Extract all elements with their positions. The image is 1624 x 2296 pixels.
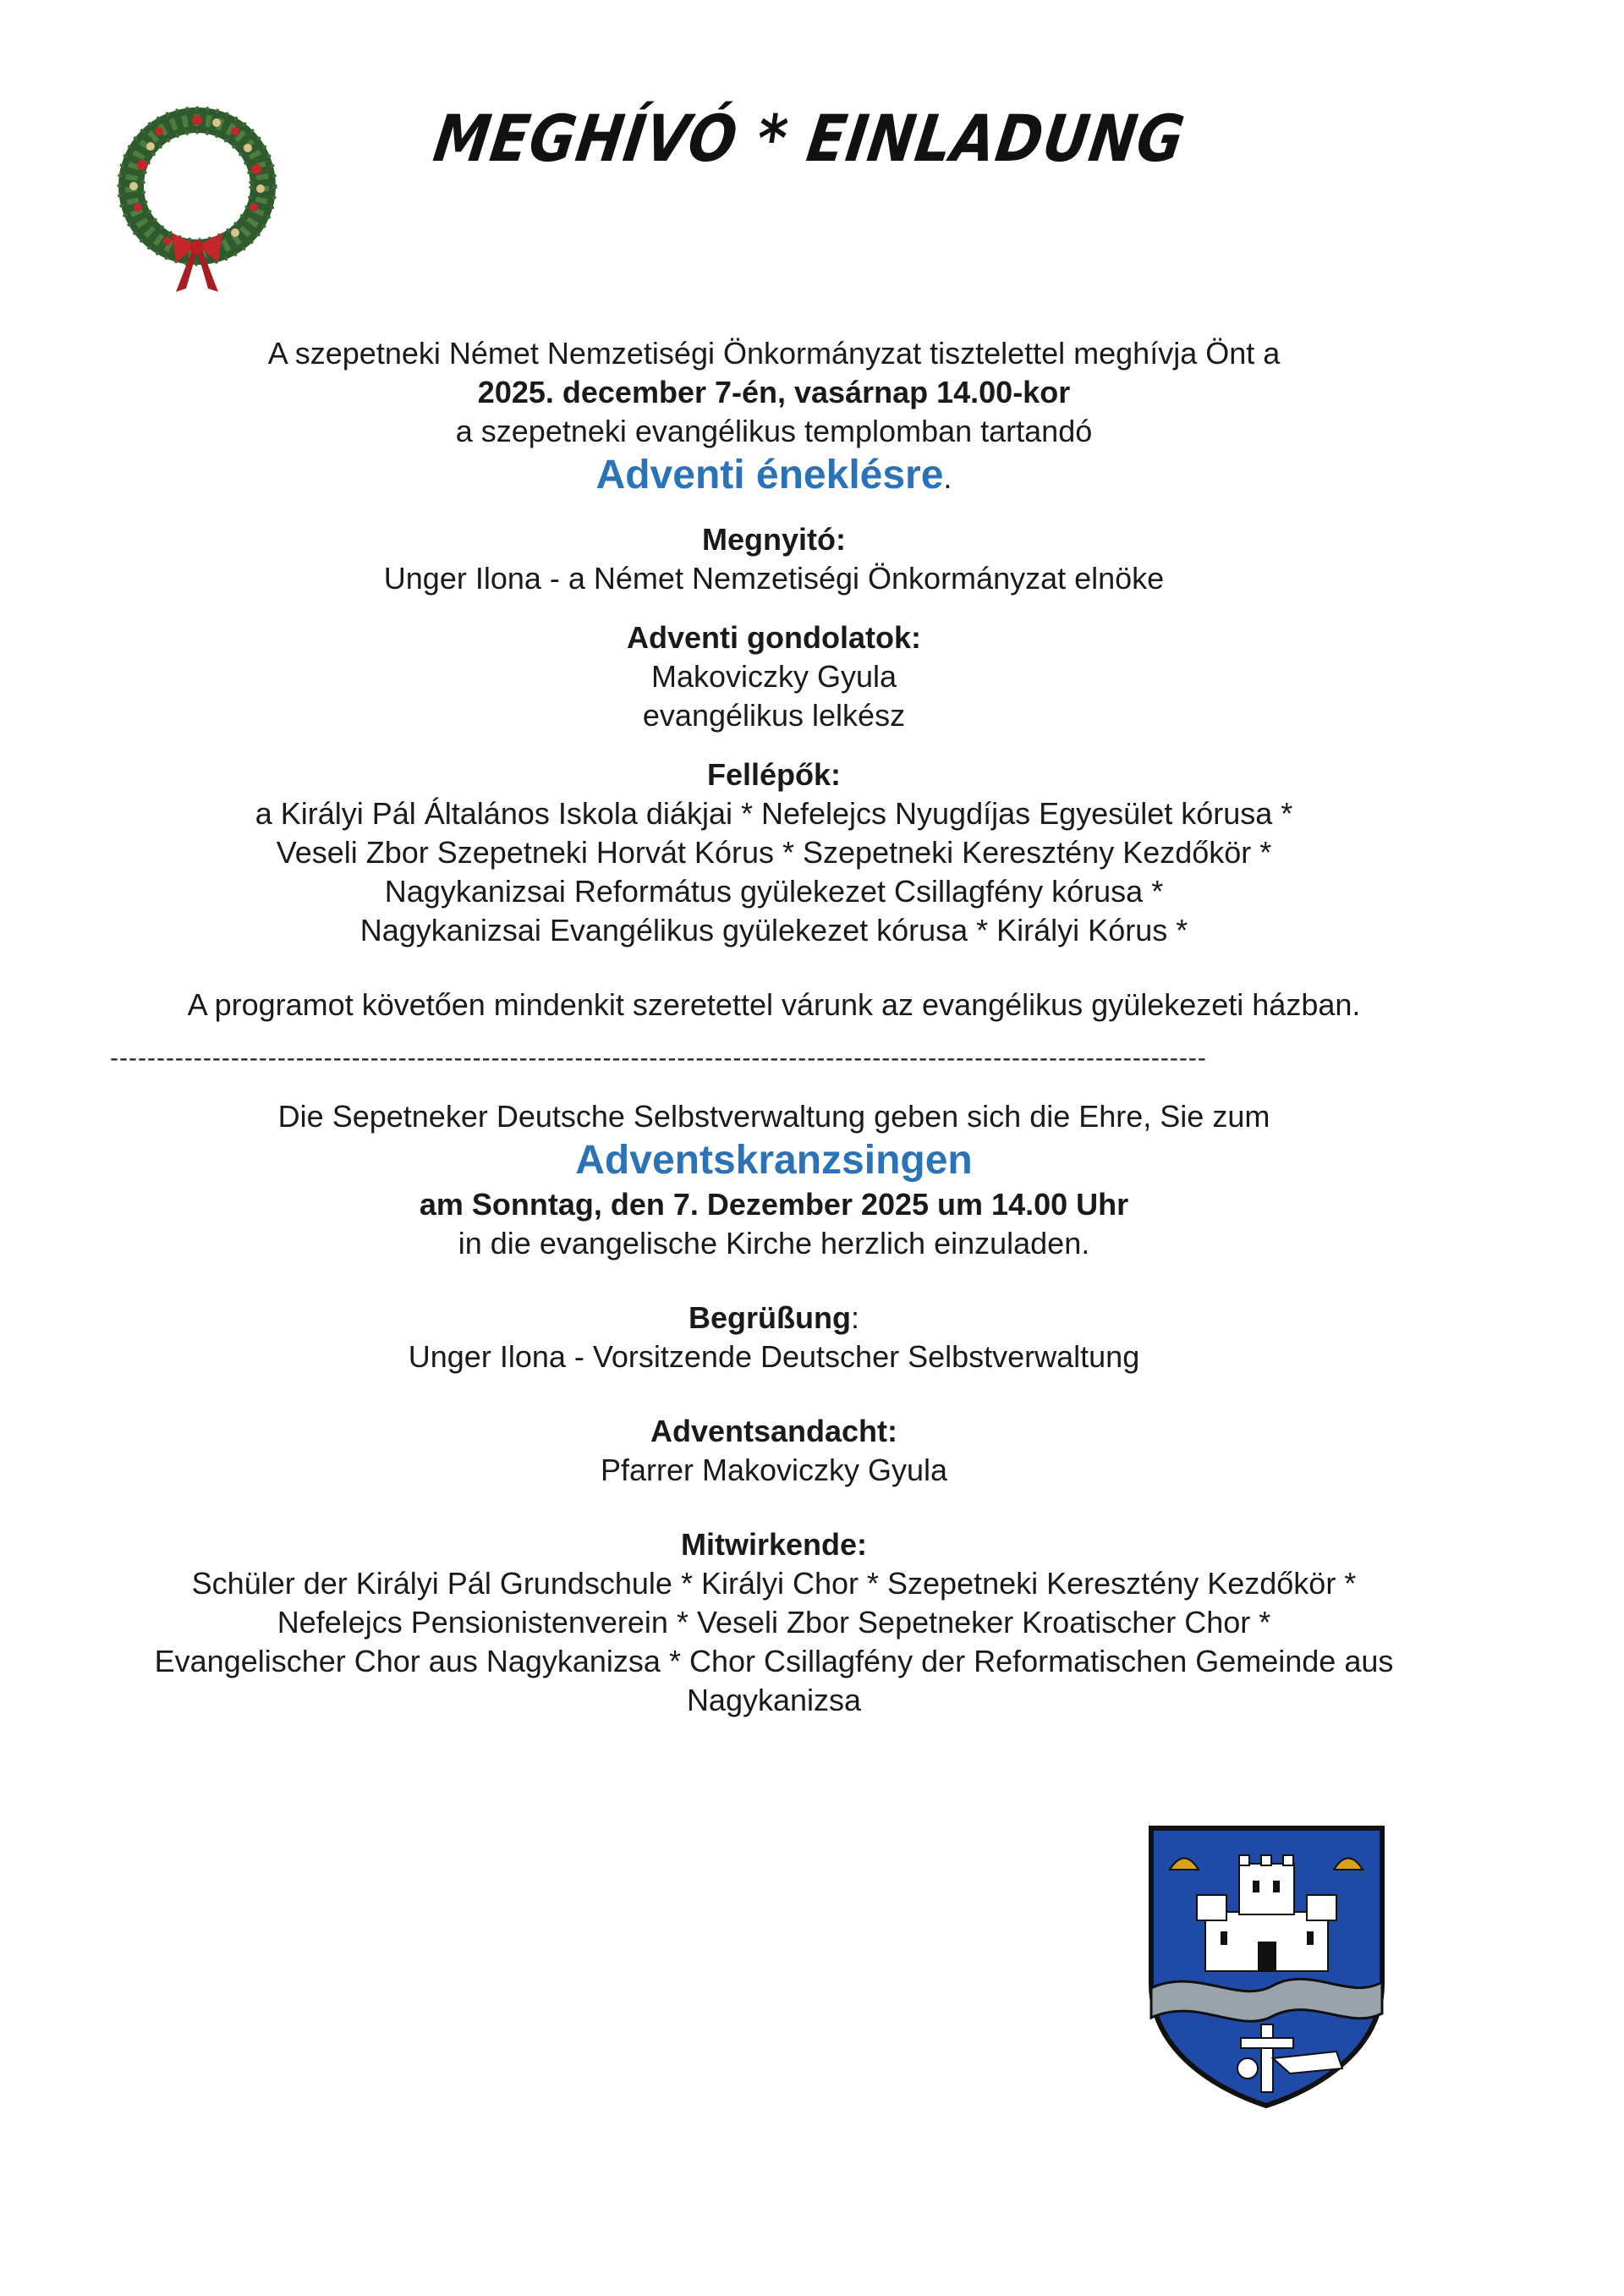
de-place: in die evangelische Kirche herzlich einzuladen.: [458, 1226, 1090, 1261]
hu-event-title: Adventi éneklésre: [595, 453, 944, 497]
hu-thoughts-name: Makoviczky Gyula: [650, 659, 897, 694]
hu-performer-line: a Királyi Pál Általános Iskola diákjai * Nefelejcs Nyugdíjas Egyesület kórusa *: [255, 796, 1293, 831]
hu-opening-text: Unger Ilona - a Német Nemzetiségi Önkormányzat elnöke: [383, 561, 1165, 596]
de-participants-label: Mitwirkende:: [680, 1527, 868, 1562]
hu-event-line: [0, 451, 1548, 500]
hu-performer-line: Nagykanizsai Evangélikus gyülekezet kórusa * Királyi Kórus *: [359, 913, 1188, 948]
de-greeting-colon: :: [850, 1300, 859, 1335]
hu-closing: A programot követően mindenkit szeretettel várunk az evangélikus gyülekezeti házban.: [187, 987, 1361, 1022]
de-participant-line: Nefelejcs Pensionistenverein * Veseli Zbor Sepetneker Kroatischer Chor *: [277, 1605, 1271, 1640]
de-event-title: Adventskranzsingen: [575, 1138, 973, 1183]
section-divider: ----------------------------------------------------------------------------------------------------------------------: [110, 1044, 1207, 1072]
hu-intro: A szepetneki Német Nemzetiségi Önkormányzat tisztelettel meghívja Önt a: [267, 336, 1281, 371]
de-greeting-label: Begrüßung: [689, 1300, 851, 1335]
de-devotion-text: Pfarrer Makoviczky Gyula: [600, 1453, 948, 1487]
christmas-wreath-icon: [108, 97, 286, 300]
de-devotion-label: Adventsandacht:: [650, 1414, 898, 1448]
hu-thoughts-role: evangélikus lelkész: [642, 698, 906, 733]
hu-performers-label: Fellépők:: [706, 757, 842, 792]
de-participant-line: Nagykanizsa: [686, 1683, 862, 1717]
de-participant-line: Schüler der Királyi Pál Grundschule * Királyi Chor * Szepetneki Keresztény Kezdőkör *: [191, 1566, 1357, 1601]
de-event-line: [0, 1136, 1548, 1185]
de-participant-line: Evangelischer Chor aus Nagykanizsa * Chor Csillagfény der Reformatischen Gemeinde aus: [154, 1644, 1394, 1678]
de-date: am Sonntag, den 7. Dezember 2025 um 14.00 Uhr: [419, 1187, 1129, 1222]
de-greeting-text: Unger Ilona - Vorsitzende Deutscher Selbstverwaltung: [408, 1339, 1140, 1374]
hu-event-suffix: .: [943, 460, 952, 495]
hu-performer-line: Veseli Zbor Szepetneki Horvát Kórus * Szepetneki Keresztény Kezdőkör *: [276, 835, 1272, 870]
hu-place: a szepetneki evangélikus templomban tartandó: [455, 414, 1093, 448]
hu-date: 2025. december 7-én, vasárnap 14.00-kor: [477, 375, 1071, 409]
de-intro: Die Sepetneker Deutsche Selbstverwaltung geben sich die Ehre, Sie zum: [277, 1099, 1270, 1134]
page-title: MEGHÍVÓ * EINLADUNG: [429, 102, 1190, 177]
hu-performer-line: Nagykanizsai Református gyülekezet Csillagfény kórusa *: [384, 874, 1164, 909]
hu-opening-label: Megnyitó:: [702, 522, 846, 557]
de-greeting-label-line: [0, 1299, 1548, 1338]
invitation-body: [0, 334, 1548, 1720]
hu-thoughts-label: Adventi gondolatok:: [627, 620, 921, 655]
coat-of-arms-icon: [1146, 1823, 1387, 2111]
